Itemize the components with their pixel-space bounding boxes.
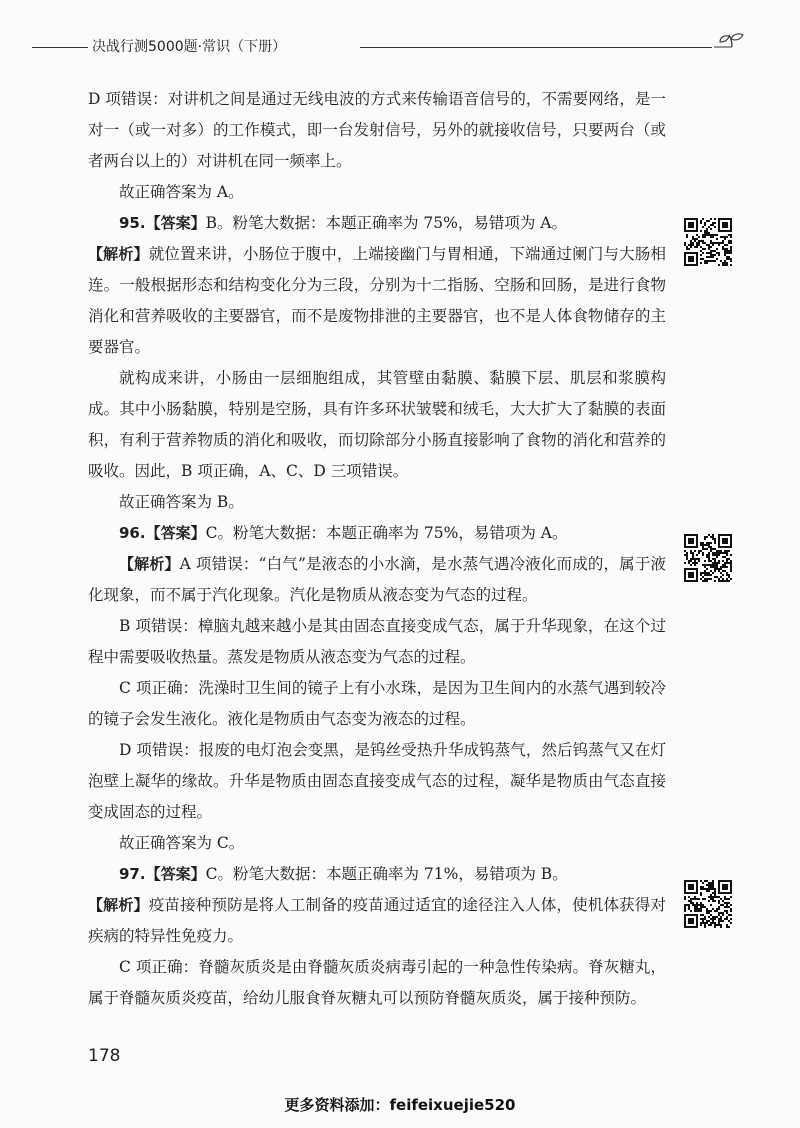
running-header (0, 36, 800, 66)
page-number: 178 (88, 1046, 121, 1066)
paragraph-text: C。粉笔大数据：本题正确率为 71%，易错项为 B。 (205, 865, 568, 883)
paragraph-text: 故正确答案为 B。 (119, 493, 244, 511)
paragraph-15 (88, 952, 666, 1014)
paragraph-text: 疫苗接种预防是将人工制备的疫苗通过适宜的途径注入人体，使机体获得对疾病的特异性免疫力。 (88, 896, 666, 945)
paragraph-text: 就位置来讲，小肠位于腹中，上端接幽门与胃相通，下端通过阑门与大肠相连。一般根据形态和结构变化分为三段，分别为十二指肠、空肠和回肠，是进行食物消化和营养吸收的主要器官，而不是废物排泄的主要器官，也不是人体食物储存的主要器官。 (88, 245, 666, 356)
paragraph-1 (88, 84, 666, 177)
paragraph-text: C 项正确：脊髓灰质炎是由脊髓灰质炎病毒引起的一种急性传染病。脊灰糖丸，属于脊髓灰质炎疫苗，给幼儿服食脊灰糖丸可以预防脊髓灰质炎，属于接种预防。 (88, 958, 666, 1007)
answer-95 (88, 208, 666, 239)
analysis-96 (88, 549, 666, 611)
header-rule-right (360, 47, 712, 48)
qr-code-icon[interactable] (684, 218, 732, 266)
paragraph-12 (88, 828, 666, 859)
paragraph-text: 故正确答案为 A。 (119, 183, 244, 201)
analysis-tag: 【解析】 (88, 896, 149, 914)
paragraph-6 (88, 487, 666, 518)
paragraph-2 (88, 177, 666, 208)
paragraph-text: D 项错误：对讲机之间是通过无线电波的方式来传输语音信号的，不需要网络，是一对一（或一对多）的工作模式，即一台发射信号，另外的就接收信号，只要两台（或者两台以上的）对讲机在同一频率上。 (88, 90, 666, 170)
paragraph-text: D 项错误：报废的电灯泡会变黑，是钨丝受热升华成钨蒸气，然后钨蒸气又在灯泡壁上凝华的缘故。升华是物质由固态直接变成气态的过程，凝华是物质由气态直接变成固态的过程。 (88, 741, 666, 821)
analysis-95 (88, 239, 666, 363)
paragraph-text: 故正确答案为 C。 (119, 834, 245, 852)
analysis-tag: 【解析】 (88, 245, 149, 263)
paragraph-5 (88, 363, 666, 487)
paragraph-text: C。粉笔大数据：本题正确率为 75%，易错项为 A。 (205, 524, 568, 542)
answer-tag: 97.【答案】 (119, 865, 206, 883)
paragraph-9 (88, 611, 666, 673)
qr-code-icon[interactable] (684, 880, 732, 928)
footer-note: 更多资料添加：feifeixuejie520 (284, 1096, 516, 1114)
paragraph-text: B 项错误：樟脑丸越来越小是其由固态直接变成气态，属于升华现象，在这个过程中需要吸收热量。蒸发是物质从液态变为气态的过程。 (88, 617, 666, 666)
answer-tag: 96.【答案】 (119, 524, 206, 542)
answer-tag: 95.【答案】 (119, 214, 206, 232)
paragraph-10 (88, 673, 666, 735)
paragraph-text: C 项正确：洗澡时卫生间的镜子上有小水珠，是因为卫生间内的水蒸气遇到较冷的镜子会发生液化。液化是物质由气态变为液态的过程。 (88, 679, 666, 728)
answer-96 (88, 518, 666, 549)
header-rule-left (32, 47, 88, 48)
qr-code-icon[interactable] (684, 534, 732, 582)
paragraph-text: B。粉笔大数据：本题正确率为 75%，易错项为 A。 (205, 214, 567, 232)
analysis-tag: 【解析】 (119, 555, 180, 573)
paragraph-text: 就构成来讲，小肠由一层细胞组成，其管壁由黏膜、黏膜下层、肌层和浆膜构成。其中小肠黏膜，特别是空肠，具有许多环状皱襞和绒毛，大大扩大了黏膜的表面积，有利于营养物质的消化和吸收，而切除部分小肠直接影响了食物的消化和营养的吸收。因此，B 项正确，A、C、D 三项错误。 (88, 369, 666, 480)
paragraph-11 (88, 735, 666, 828)
paragraph-text: A 项错误：“白气”是液态的小水滴，是水蒸气遇冷液化而成的，属于液化现象，而不属于汽化现象。汽化是物质从液态变为气态的过程。 (88, 555, 666, 604)
analysis-97 (88, 890, 666, 952)
page-body (88, 84, 666, 1014)
header-title: 决战行测5000题·常识（下册） (92, 39, 287, 55)
answer-97 (88, 859, 666, 890)
sprout-icon (712, 30, 748, 56)
